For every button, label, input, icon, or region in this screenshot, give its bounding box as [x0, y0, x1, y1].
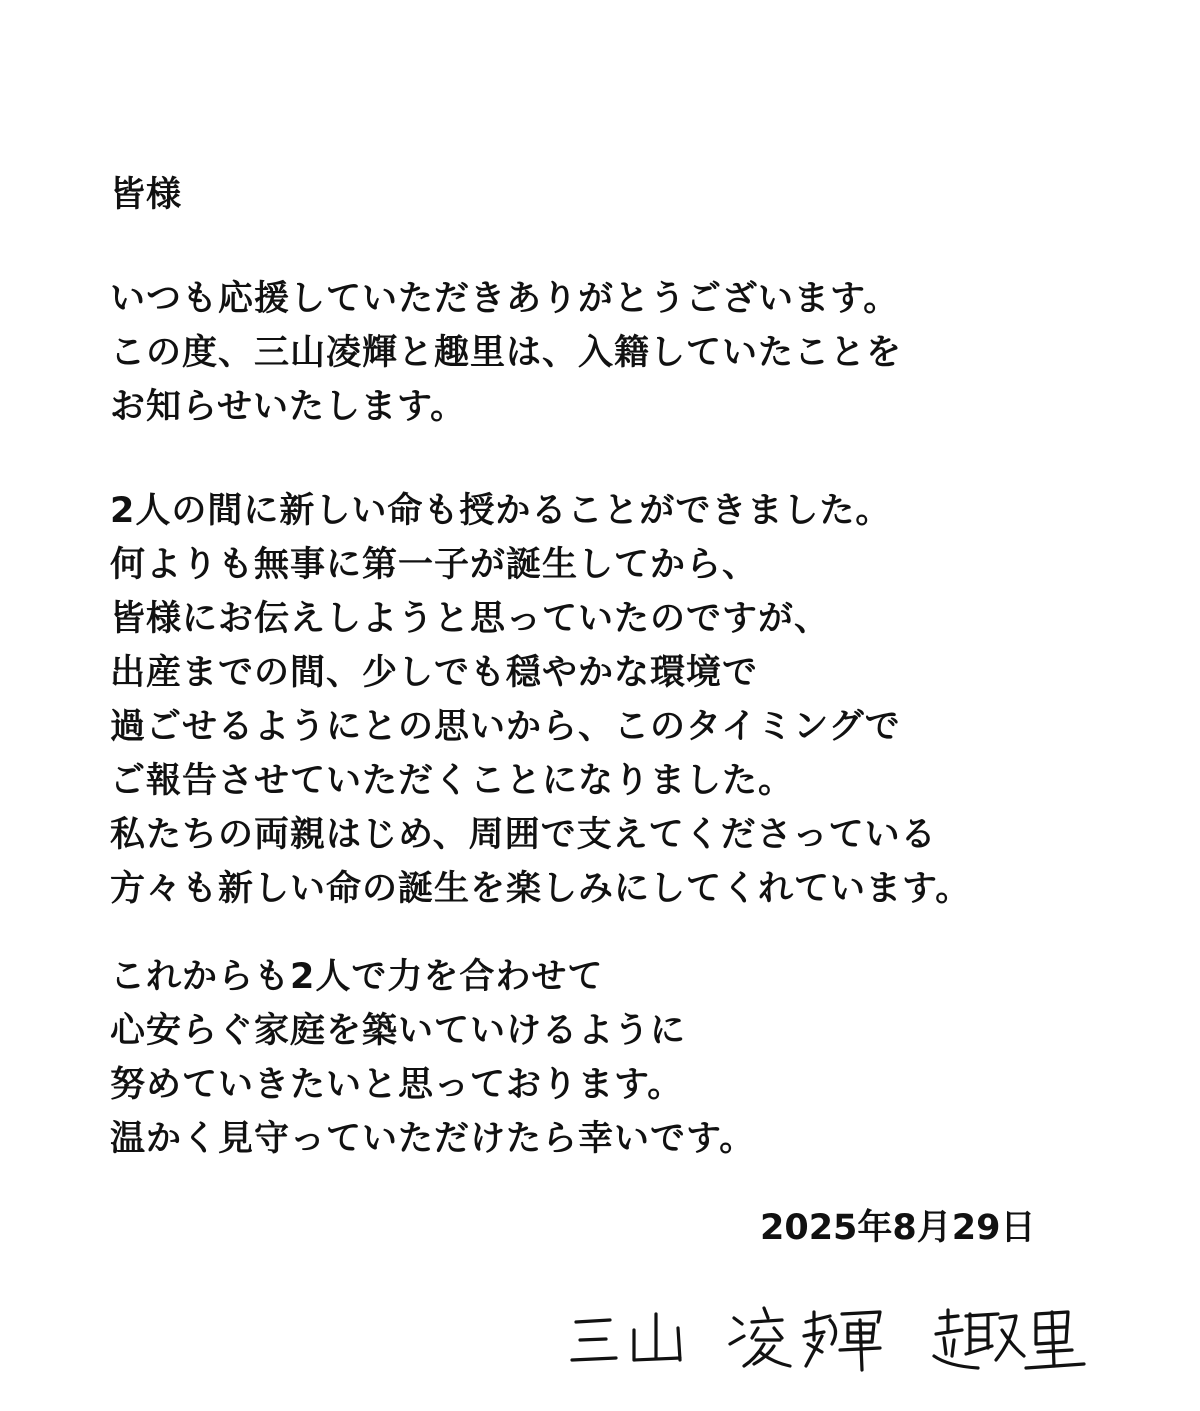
text-line: 過ごせるようにとの思いから、このタイミングで — [110, 707, 901, 747]
text-line: 私たちの両親はじめ、周囲で支えてくださっている — [110, 815, 937, 855]
text-line: 出産までの間、少しでも穏やかな環境で — [110, 653, 759, 693]
handwritten-signature — [568, 1300, 1088, 1380]
text-line: 心安らぐ家庭を築いていけるように — [110, 1011, 687, 1051]
paragraph-closing — [110, 950, 755, 1166]
letter-body — [110, 172, 1160, 1159]
salutation: 皆様 — [110, 175, 183, 215]
text-line: ご報告させていただくことになりました。 — [110, 761, 795, 801]
text-line: お知らせいたします。 — [110, 387, 467, 427]
letter-date: 2025年8月29日 — [760, 1208, 1036, 1248]
text-line: 温かく見守っていただけたら幸いです。 — [110, 1119, 756, 1159]
paragraph-announcement — [110, 272, 902, 434]
text-line: 努めていきたいと思っております。 — [110, 1065, 684, 1105]
text-line: これからも2人で力を合わせて — [110, 957, 604, 997]
text-line: 2人の間に新しい命も授かることができました。 — [110, 491, 892, 531]
text-line: 皆様にお伝えしようと思っていたのですが、 — [110, 599, 831, 639]
text-line: 方々も新しい命の誕生を楽しみにしてくれています。 — [110, 869, 972, 909]
text-line: 何よりも無事に第一子が誕生してから、 — [110, 545, 759, 585]
paragraph-pregnancy — [110, 484, 971, 916]
text-line: この度、三山凌輝と趣里は、入籍していたことを — [110, 333, 903, 373]
signature-image — [568, 1300, 1088, 1380]
text-line: いつも応援していただきありがとうございます。 — [110, 279, 900, 319]
